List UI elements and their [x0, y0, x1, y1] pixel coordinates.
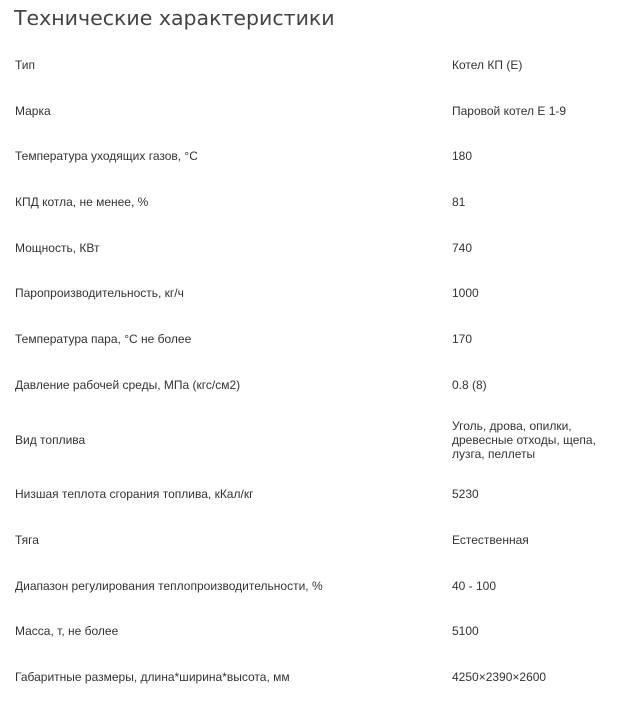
table-row	[0, 563, 636, 609]
table-row	[0, 654, 636, 700]
table-row	[0, 408, 636, 472]
spec-value: 180	[452, 149, 473, 164]
table-row	[0, 225, 636, 271]
spec-label: Габаритные размеры, длина*ширина*высота, мм	[15, 670, 290, 685]
spec-value: Паровой котел Е 1-9	[452, 103, 567, 118]
table-row	[0, 42, 636, 88]
table-row	[0, 362, 636, 408]
spec-value: 170	[452, 331, 473, 346]
spec-label: Тип	[15, 57, 36, 72]
spec-value: 40 - 100	[452, 578, 497, 593]
table-row	[0, 133, 636, 179]
spec-label: Вид топлива	[15, 432, 86, 447]
table-row	[0, 609, 636, 655]
table-row	[0, 517, 636, 563]
spec-value: Естественная	[452, 533, 529, 548]
spec-value: 5230	[452, 487, 479, 502]
spec-value: 81	[452, 194, 466, 209]
spec-label: Марка	[15, 103, 51, 118]
page-title: Технические характеристики	[14, 6, 335, 30]
spec-label: Масса, т, не более	[15, 624, 119, 639]
spec-label: Давление рабочей среды, МПа (кгс/см2)	[15, 377, 241, 392]
spec-value: 4250×2390×2600	[452, 670, 547, 685]
spec-value: 0.8 (8)	[452, 377, 487, 392]
table-row	[0, 88, 636, 134]
spec-label: Низшая теплота сгорания топлива, кКал/кг	[15, 487, 254, 502]
spec-label: Температура уходящих газов, °С	[15, 149, 198, 164]
spec-value: Уголь, дрова, опилки, древесные отходы, щепа, лузга, пеллеты	[452, 418, 596, 461]
spec-label: Мощность, КВт	[15, 240, 100, 255]
table-row	[0, 472, 636, 518]
spec-label: Диапазон регулирования теплопроизводительности, %	[15, 578, 323, 593]
spec-value: 740	[452, 240, 473, 255]
spec-label: Температура пара, °С не более	[15, 331, 192, 346]
table-row	[0, 270, 636, 316]
spec-value: 5100	[452, 624, 479, 639]
spec-value: Котел КП (Е)	[452, 57, 523, 72]
spec-label: Тяга	[15, 533, 39, 548]
spec-label: Паропроизводительность, кг/ч	[15, 286, 184, 301]
table-row	[0, 179, 636, 225]
spec-label: КПД котла, не менее, %	[15, 194, 149, 209]
table-row	[0, 316, 636, 362]
spec-value: 1000	[452, 286, 479, 301]
specs-table	[0, 42, 636, 700]
